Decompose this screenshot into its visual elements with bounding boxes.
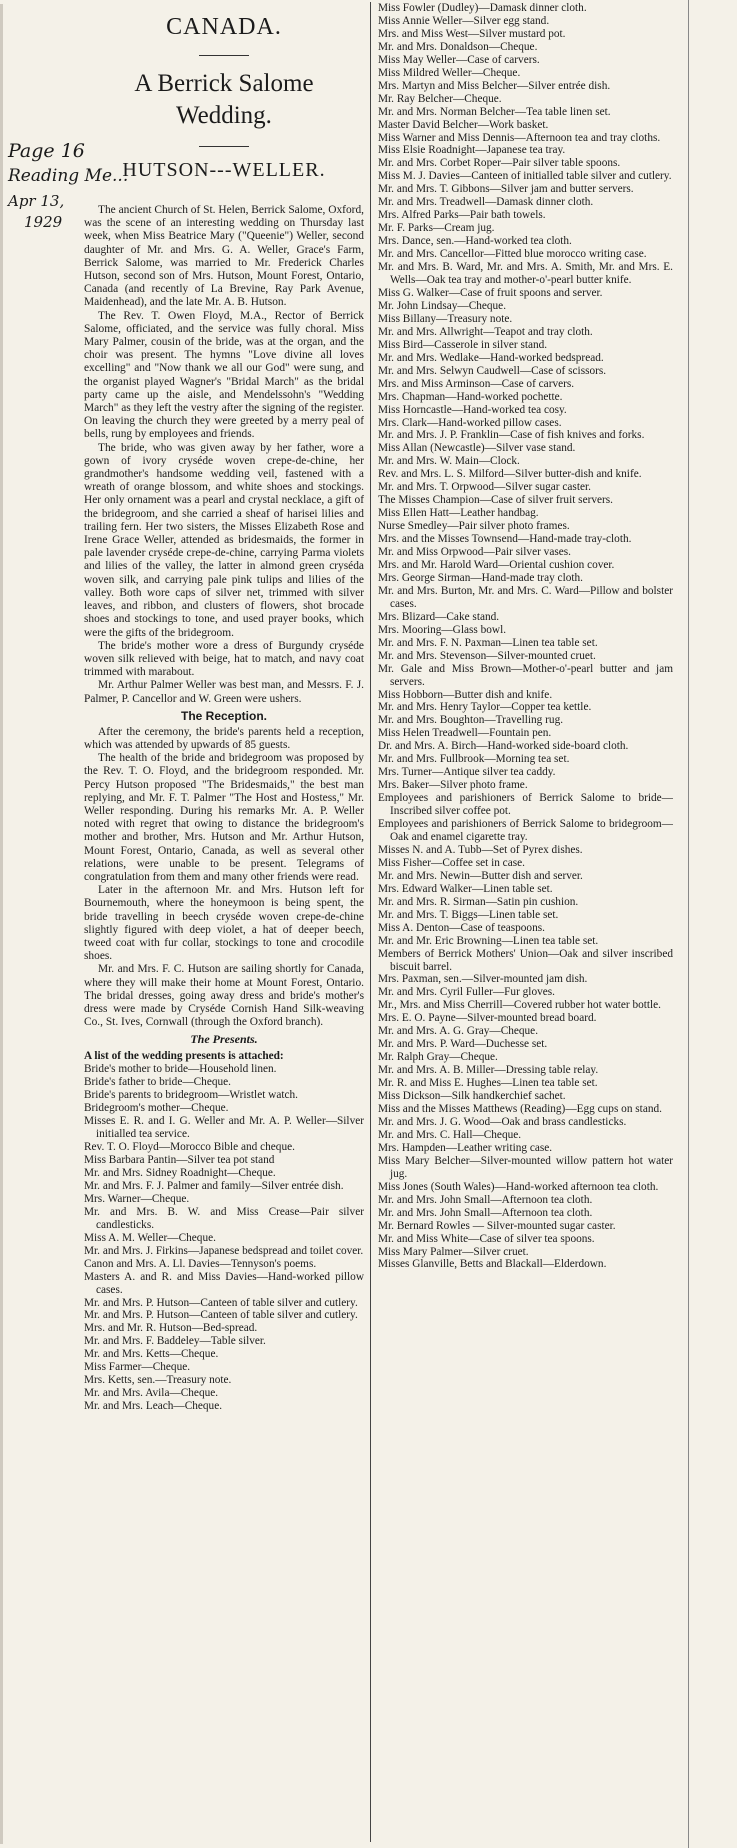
present-entry: Miss Mary Palmer—Silver cruet.	[378, 1245, 529, 1258]
reception-paragraph: The health of the bride and bridegroom was proposed by the Rev. T. O. Floyd, and the bridegroom responded. Mr. Percy Hutson proposed "The Bridesmaids," the best man replying, and Mr. F. T. Palmer "The Host and Hostess," Mr. Weller responding. During his remarks Mr. A. P. Weller noted with regret that owing to distance the bridegroom's mother and brother, Mrs. Hutson and Mr. Arthur Hutson, Mount Forest, Ontario, Canada, as well as several other relations, were unable to be present. Telegrams of congratulation from them and many other friends were read.	[84, 752, 364, 883]
present-entry: Mr. Gale and Miss Brown—Mother-o'-pearl butter and jam servers.	[378, 662, 673, 688]
present-entry: Mr. and Miss Orpwood—Pair silver vases.	[378, 546, 571, 559]
present-entry: Bride's parents to bridegroom—Wristlet watch.	[84, 1089, 298, 1102]
present-entry: Miss Fisher—Coffee set in case.	[378, 856, 525, 869]
present-entry: Mr. and Mrs. Ketts—Cheque.	[84, 1348, 219, 1361]
handwritten-page-note: Page 16	[8, 140, 85, 162]
present-entry: Mr. and Mrs. John Small—Afternoon tea cloth.	[378, 1193, 593, 1206]
present-entry: Mrs. Blizard—Cake stand.	[378, 610, 500, 623]
present-entry: Mr. and Mrs. T. Gibbons—Silver jam and butter servers.	[378, 183, 634, 196]
present-entry: Mr. Bernard Rowles — Silver-mounted sugar caster.	[378, 1219, 616, 1232]
present-entry: Miss Allan (Newcastle)—Silver vase stand.	[378, 442, 576, 455]
reception-body	[84, 726, 364, 1030]
present-entry: Mrs. Martyn and Miss Belcher—Silver entrée dish.	[378, 79, 611, 92]
present-entry: Mr. and Mrs. P. Ward—Duchesse set.	[378, 1038, 548, 1051]
present-entry: Miss and the Misses Matthews (Reading)—Egg cups on stand.	[378, 1103, 662, 1116]
present-entry: Misses Glanville, Betts and Blackall—Elderdown.	[378, 1258, 607, 1271]
present-entry: Miss M. J. Davies—Canteen of initialled table silver and cutlery.	[378, 170, 672, 183]
present-entry: Mr. and Mrs. W. Main—Clock.	[378, 455, 520, 468]
present-entry: Mr. and Mrs. F. J. Palmer and family—Silver entrée dish.	[84, 1179, 344, 1192]
present-entry: Mrs. Edward Walker—Linen table set.	[378, 882, 553, 895]
present-entry: Dr. and Mrs. A. Birch—Hand-worked side-board cloth.	[378, 740, 629, 753]
present-entry: Miss A. Denton—Case of teaspoons.	[378, 921, 545, 934]
present-entry: Mr. and Mrs. Sidney Roadnight—Cheque.	[84, 1166, 276, 1179]
present-entry: Mr. and Mrs. Burton, Mr. and Mrs. C. Ward—Pillow and bolster cases.	[378, 584, 673, 610]
present-entry: Mr. and Mrs. Avila—Cheque.	[84, 1387, 219, 1400]
right-column	[378, 2, 673, 1848]
present-entry: Mr. Ralph Gray—Cheque.	[378, 1051, 498, 1064]
present-entry: Mr. and Mrs. F. N. Paxman—Linen tea table set.	[378, 636, 598, 649]
present-entry: Mrs. Mooring—Glass bowl.	[378, 623, 507, 636]
present-entry: Employees and parishioners of Berrick Salome to bride—Inscribed silver coffee pot.	[378, 792, 673, 818]
present-entry: Mr. and Mrs. T. Biggs—Linen table set.	[378, 908, 559, 921]
present-entry: Mrs. George Sirman—Hand-made tray cloth.	[378, 571, 583, 584]
section-heading: CANADA.	[166, 14, 282, 40]
present-entry: Mrs. and Miss Arminson—Case of carvers.	[378, 377, 575, 390]
article-subtitle: HUTSON---WELLER.	[122, 159, 326, 181]
presents-intro: A list of the wedding presents is attached:	[84, 1050, 284, 1063]
present-entry: Mr., Mrs. and Miss Cherrill—Covered rubber hot water bottle.	[378, 999, 662, 1012]
article-paragraph: The bride, who was given away by her father, wore a gown of ivory cryséde woven crepe-de-chine, her grandmother's handsome wedding veil, fastened with a wreath of orange blossom, and white shoes and stockings. Her only ornament was a pearl and crystal necklace, a gift of the bridegroom, and she carried a sheaf of harisei lilies and trailing fern. Her two sisters, the Misses Elizabeth Rose and Irene Grace Weller, attended as bridesmaids, the former in pale lavender cryséde crepe-de-chine, carrying Parma violets and lilies of the valley, the latter in almond green cryséda woven silk, and carrying pale pink tulips and lilies of the valley. Both wore caps of silver net, trimmed with silver leaves, and ribbon, and clusters of flowers, shot brocade shoes and stockings to tone, and used prayer books, which were the gifts of the bridegroom.	[84, 441, 364, 639]
present-entry: Bride's mother to bride—Household linen.	[84, 1063, 277, 1076]
present-entry: Mrs. Dance, sen.—Hand-worked tea cloth.	[378, 235, 572, 248]
present-entry: Mr. and Mrs. P. Hutson—Canteen of table silver and cutlery.	[84, 1309, 358, 1322]
present-entry: Miss Annie Weller—Silver egg stand.	[378, 14, 550, 27]
present-entry: Miss Elsie Roadnight—Japanese tea tray.	[378, 144, 566, 157]
page-edge-shadow	[0, 4, 3, 1844]
present-entry: The Misses Champion—Case of silver fruit servers.	[378, 494, 613, 507]
present-entry: Miss Helen Treadwell—Fountain pen.	[378, 727, 552, 740]
present-entry: Mr. and Mrs. Wedlake—Hand-worked bedspread.	[378, 351, 604, 364]
reception-paragraph: After the ceremony, the bride's parents held a reception, which was attended by upwards of 85 guests.	[84, 725, 364, 751]
present-entry: Mr. and Mrs. P. Hutson—Canteen of table silver and cutlery.	[84, 1296, 358, 1309]
present-entry: Mr. and Mrs. B. W. and Miss Crease—Pair silver candlesticks.	[84, 1205, 364, 1231]
present-entry: Mr. and Mrs. R. Sirman—Satin pin cushion.	[378, 895, 579, 908]
present-entry: Miss Bird—Casserole in silver stand.	[378, 338, 548, 351]
present-entry: Mrs. Paxman, sen.—Silver-mounted jam dish.	[378, 973, 588, 986]
present-entry: Mr. and Mrs. Selwyn Caudwell—Case of scissors.	[378, 364, 607, 377]
present-entry: Mr. and Mrs. Cyril Fuller—Fur gloves.	[378, 986, 555, 999]
present-entry: Mrs. and Mr. R. Hutson—Bed-spread.	[84, 1322, 258, 1335]
present-entry: Miss Mary Belcher—Silver-mounted willow pattern hot water jug.	[378, 1154, 673, 1180]
present-entry: Mrs. and Miss West—Silver mustard pot.	[378, 27, 566, 40]
presents-list-right	[378, 2, 673, 1271]
present-entry: Mrs. and Mr. Harold Ward—Oriental cushion cover.	[378, 558, 615, 571]
present-entry: Mr. and Mrs. Stevenson—Silver-mounted cruet.	[378, 649, 596, 662]
present-entry: Mr. and Mrs. Allwright—Teapot and tray cloth.	[378, 325, 593, 338]
article-paragraph: The bride's mother wore a dress of Burgundy cryséde woven silk relieved with beige, hat to match, and navy coat trimmed with marabout.	[84, 639, 364, 679]
present-entry: Mrs. Alfred Parks—Pair bath towels.	[378, 209, 546, 222]
present-entry: Mrs. Hampden—Leather writing case.	[378, 1141, 553, 1154]
present-entry: Mr. R. and Miss E. Hughes—Linen tea table set.	[378, 1077, 598, 1090]
present-entry: Mr. and Mrs. F. Baddeley—Table silver.	[84, 1335, 266, 1348]
reception-heading: The Reception.	[180, 708, 267, 723]
present-entry: Masters A. and R. and Miss Davies—Hand-worked pillow cases.	[84, 1270, 364, 1296]
present-entry: Miss Hobborn—Butter dish and knife.	[378, 688, 553, 701]
present-entry: Mr. and Mrs. John Small—Afternoon tea cloth.	[378, 1206, 593, 1219]
present-entry: Mr. and Mrs. A. G. Gray—Cheque.	[378, 1025, 539, 1038]
present-entry: Miss Mildred Weller—Cheque.	[378, 66, 521, 79]
present-entry: Mr. and Mrs. Newin—Butter dish and server.	[378, 869, 583, 882]
present-entry: Miss Horncastle—Hand-worked tea cosy.	[378, 403, 567, 416]
present-entry: Rev. T. O. Floyd—Morocco Bible and cheque.	[84, 1141, 295, 1154]
article-paragraph: The ancient Church of St. Helen, Berrick Salome, Oxford, was the scene of an interesting wedding on Thursday last week, when Miss Beatrice Mary ("Queenie") Weller, second daughter of Mr. and Mrs. G. A. Weller, Grace's Farm, Berrick Salome, was married to Mr. Frederick Charles Hutson, second son of Mrs. Hutson, Mount Forest, Ontario, Canada (and recently of La Brevine, Ray Park Avenue, Maidenhead), and the late Mr. A. B. Hutson.	[84, 204, 364, 309]
present-entry: Mr. and Mrs. Corbet Roper—Pair silver table spoons.	[378, 157, 621, 170]
left-column	[84, 0, 364, 1848]
present-entry: Bride's father to bride—Cheque.	[84, 1076, 231, 1089]
present-entry: Canon and Mrs. A. Ll. Davies—Tennyson's poems.	[84, 1257, 317, 1270]
present-entry: Miss Jones (South Wales)—Hand-worked afternoon tea cloth.	[378, 1180, 659, 1193]
present-entry: Mr. and Mr. Eric Browning—Linen tea table set.	[378, 934, 599, 947]
present-entry: Mr. and Mrs. A. B. Miller—Dressing table relay.	[378, 1064, 599, 1077]
reception-paragraph: Mr. and Mrs. F. C. Hutson are sailing shortly for Canada, where they will make their home at Mount Forest, Ontario. The bridal dresses, going away dress and bride's mother's dress were made by Cryséde Cornish Hand Silk-weaving Co., St. Ives, Cornwall (through the Oxford branch).	[84, 963, 364, 1029]
present-entry: Nurse Smedley—Pair silver photo frames.	[378, 520, 570, 533]
present-entry: Miss Dickson—Silk handkerchief sachet.	[378, 1090, 566, 1103]
present-entry: Miss May Weller—Case of carvers.	[378, 53, 540, 66]
present-entry: Mr. and Mrs. J. Firkins—Japanese bedspread and toilet cover.	[84, 1244, 364, 1257]
present-entry: Rev. and Mrs. L. S. Milford—Silver butter-dish and knife.	[378, 468, 642, 481]
presents-heading: The Presents.	[190, 1032, 258, 1047]
present-entry: Mr. and Mrs. Donaldson—Cheque.	[378, 40, 538, 53]
present-entry: Mr. Ray Belcher—Cheque.	[378, 92, 502, 105]
present-entry: Mr. and Mrs. Norman Belcher—Tea table linen set.	[378, 105, 611, 118]
article-title: A Berrick Salome Wedding.	[134, 70, 314, 129]
handwritten-source-note: Reading Me...	[8, 166, 129, 186]
present-entry: Miss Billany—Treasury note.	[378, 312, 513, 325]
present-entry: Mr. and Mrs. Cancellor—Fitted blue morocco writing case.	[378, 248, 647, 261]
present-entry: Mr. and Mrs. Leach—Cheque.	[84, 1400, 223, 1413]
present-entry: Mrs. Baker—Silver photo frame.	[378, 779, 528, 792]
title-divider	[199, 146, 249, 147]
heading-divider	[199, 55, 249, 56]
present-entry: Mr. and Mrs. Fullbrook—Morning tea set.	[378, 753, 570, 766]
handwritten-year-note: 1929	[24, 213, 63, 231]
present-entry: Mrs. Warner—Cheque.	[84, 1192, 190, 1205]
present-entry: Mr. and Mrs. T. Orpwood—Silver sugar caster.	[378, 481, 591, 494]
column-divider	[370, 2, 371, 1842]
present-entry: Mrs. E. O. Payne—Silver-mounted bread board.	[378, 1012, 597, 1025]
present-entry: Misses E. R. and I. G. Weller and Mr. A. P. Weller—Silver initialled tea service.	[84, 1115, 364, 1141]
present-entry: Bridegroom's mother—Cheque.	[84, 1102, 229, 1115]
present-entry: Miss G. Walker—Case of fruit spoons and server.	[378, 286, 603, 299]
present-entry: Mrs. Turner—Antique silver tea caddy.	[378, 766, 556, 779]
present-entry: Mrs. and the Misses Townsend—Hand-made tray-cloth.	[378, 533, 632, 546]
present-entry: Mr. and Mrs. Boughton—Travelling rug.	[378, 714, 564, 727]
article-body	[84, 204, 364, 706]
present-entry: Mr. F. Parks—Cream jug.	[378, 222, 495, 235]
present-entry: Miss Ellen Hatt—Leather handbag.	[378, 507, 539, 520]
present-entry: Mr. and Mrs. C. Hall—Cheque.	[378, 1128, 522, 1141]
present-entry: Master David Belcher—Work basket.	[378, 118, 549, 131]
present-entry: Miss Warner and Miss Dennis—Afternoon tea and tray cloths.	[378, 131, 661, 144]
article-paragraph: The Rev. T. Owen Floyd, M.A., Rector of Berrick Salome, officiated, and the service was fully choral. Miss Mary Palmer, cousin of the bride, was at the organ, and the choir was present. The hymns "Love divine all loves excelling" and "Now thank we all our God" were sung, and the organist played Wagner's "Bridal March" as the bridal party came up the aisle, and Mendelssohn's "Wedding March" as they left the vestry after the signing of the register. On leaving the church they were greeted by a merry peal of bells, rung by employees and friends.	[84, 309, 364, 441]
present-entry: Misses N. and A. Tubb—Set of Pyrex dishes.	[378, 843, 583, 856]
present-entry: Miss Barbara Pantin—Silver tea pot stand	[84, 1154, 275, 1167]
article-paragraph: Mr. Arthur Palmer Weller was best man, and Messrs. F. J. Palmer, P. Cancellor and W. Green were ushers.	[84, 679, 364, 705]
present-entry: Mr. and Mrs. J. P. Franklin—Case of fish knives and forks.	[378, 429, 645, 442]
present-entry: Members of Berrick Mothers' Union—Oak and silver inscribed biscuit barrel.	[378, 947, 673, 973]
present-entry: Mr. and Mrs. Henry Taylor—Copper tea kettle.	[378, 701, 592, 714]
present-entry: Mrs. Clark—Hand-worked pillow cases.	[378, 416, 562, 429]
present-entry: Mr. and Mrs. B. Ward, Mr. and Mrs. A. Smith, Mr. and Mrs. E. Wells—Oak tea tray and mother-o'-pearl butter knife.	[378, 261, 673, 287]
present-entry: Miss Farmer—Cheque.	[84, 1361, 191, 1374]
present-entry: Mrs. Ketts, sen.—Treasury note.	[84, 1374, 232, 1387]
presents-list-left	[84, 1063, 364, 1413]
reception-paragraph: Later in the afternoon Mr. and Mrs. Hutson left for Bournemouth, where the honeymoon is being spent, the bride travelling in beech cryséde woven crepe-de-chine slightly figured with deep violet, a hat of deeper beech, tweed coat with fur collar, stockings to tone and crocodile shoes.	[84, 884, 364, 963]
present-entry: Miss Fowler (Dudley)—Damask dinner cloth.	[378, 2, 587, 14]
present-entry: Mr. and Mrs. J. G. Wood—Oak and brass candlesticks.	[378, 1115, 627, 1128]
handwritten-date-note: Apr 13,	[8, 192, 65, 210]
present-entry: Mr. John Lindsay—Cheque.	[378, 299, 507, 312]
present-entry: Mrs. Chapman—Hand-worked pochette.	[378, 390, 563, 403]
present-entry: Miss A. M. Weller—Cheque.	[84, 1231, 216, 1244]
present-entry: Mr. and Mrs. Treadwell—Damask dinner cloth.	[378, 196, 594, 209]
present-entry: Employees and parishioners of Berrick Salome to bridegroom—Oak and enamel cigarette tray.	[378, 818, 673, 843]
present-entry: Mr. and Miss White—Case of silver tea spoons.	[378, 1232, 595, 1245]
clipping-edge	[688, 0, 689, 1848]
